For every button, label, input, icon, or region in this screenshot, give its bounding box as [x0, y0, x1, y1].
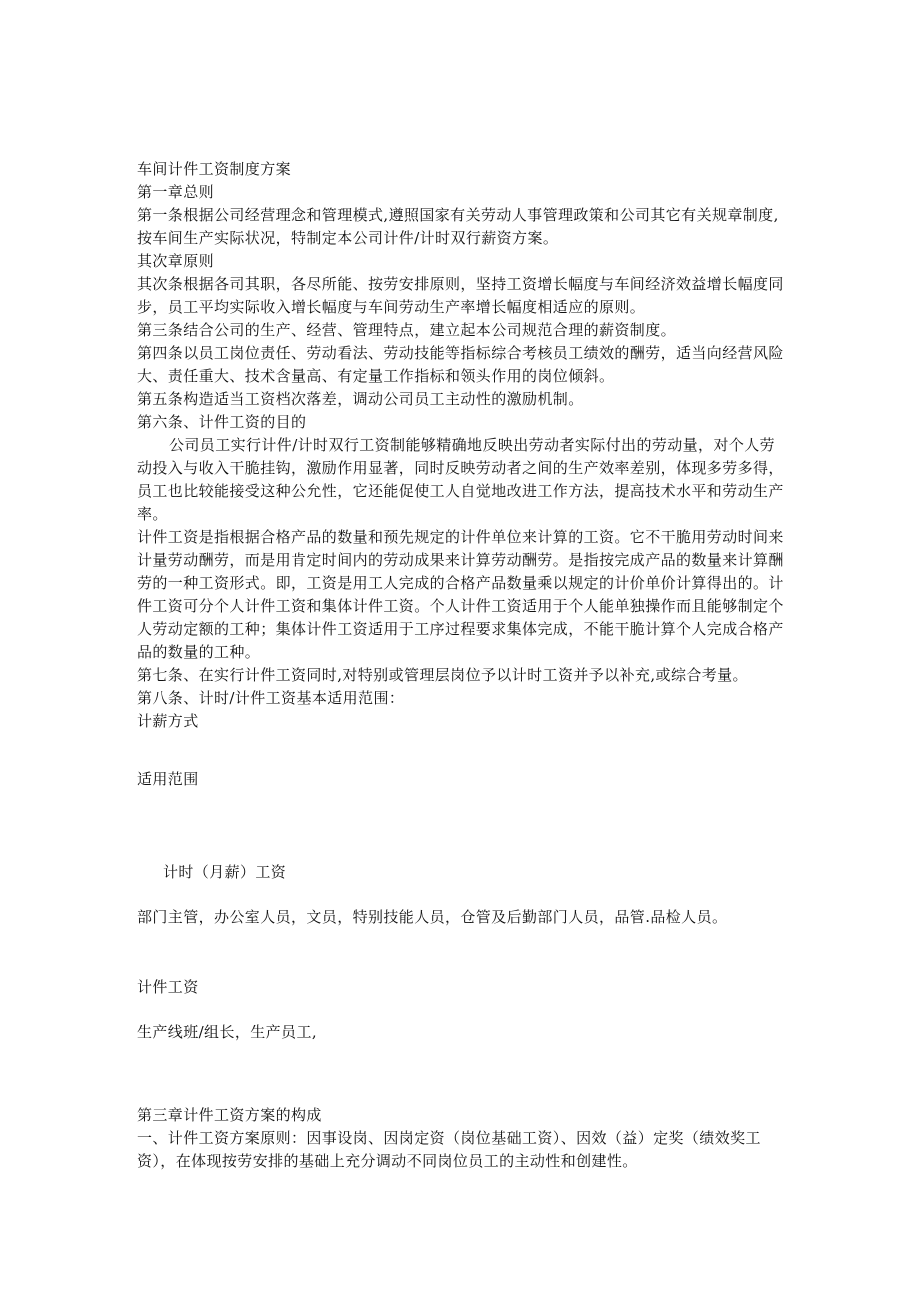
purpose-line-4: 率。 — [137, 505, 168, 523]
article-5: 第五条构造适当工资档次落差，调动公司员工主动性的激励机制。 — [137, 390, 584, 408]
article-1-line-1: 第一条根据公司经营理念和管理模式,遵照国家有关劳动人事管理政策和公司其它有关规章制度, — [137, 206, 779, 224]
article-4-line-2: 大、责任重大、技术含量高、有定量工作指标和领头作用的岗位倾斜。 — [137, 367, 615, 385]
principle-line-1: 一、计件工资方案原则：因事设岗、因岗定资（岗位基础工资）、因效（益）定奖（绩效奖工 — [137, 1129, 761, 1147]
table-row-2-method: 计件工资 — [137, 978, 199, 996]
table-row-2-scope: 生产线班/组长，生产员工, — [137, 1023, 318, 1041]
article-6-heading: 第六条、计件工资的目的 — [137, 413, 307, 431]
article-3: 第三条结合公司的生产、经营、管理特点，建立起本公司规范合理的薪资制度。 — [137, 321, 677, 339]
article-1-line-2: 按车间生产实际状况，特制定本公司计件/计时双行薪资方案。 — [137, 229, 559, 247]
table-header-method: 计薪方式 — [137, 712, 199, 730]
article-2-line-2: 步，员工平均实际收入增长幅度与车间劳动生产率增长幅度相适应的原则。 — [137, 298, 646, 316]
definition-line-4: 件工资可分个人计件工资和集体计件工资。个人计件工资适用于个人能单独操作而且能够制定个 — [137, 597, 784, 615]
purpose-line-2: 动投入与收入干脆挂钩，激励作用显著，同时反映劳动者之间的生产效率差别，体现多劳多得， — [137, 459, 784, 477]
article-2-line-1: 其次条根据各司其职，各尽所能、按劳安排原则，坚持工资增长幅度与车间经济效益增长幅度同 — [137, 275, 784, 293]
definition-line-6: 品的数量的工种。 — [137, 643, 261, 661]
table-header-scope: 适用范围 — [137, 770, 199, 788]
chapter-2-heading: 其次章原则 — [137, 252, 215, 270]
purpose-line-3: 员工也比较能接受这种公允性，它还能促使工人自觉地改进工作方法，提高技术水平和劳动生产 — [137, 482, 784, 500]
article-7: 第七条、在实行计件工资同时,对特别或管理层岗位予以计时工资并予以补充,或综合考量。 — [137, 666, 748, 684]
purpose-line-1: 公司员工实行计件/计时双行工资制能够精确地反映出劳动者实际付出的劳动量，对个人劳 — [169, 436, 776, 454]
table-row-1-method: 计时（月薪）工资 — [163, 863, 287, 881]
article-8-heading: 第八条、计时/计件工资基本适用范围： — [137, 689, 405, 707]
chapter-1-heading: 第一章总则 — [137, 183, 215, 201]
definition-line-1: 计件工资是指根据合格产品的数量和预先规定的计件单位来计算的工资。它不干脆用劳动时间来 — [137, 528, 784, 546]
document-title: 车间计件工资制度方案 — [137, 160, 292, 178]
chapter-3-heading: 第三章计件工资方案的构成 — [137, 1106, 322, 1124]
document-body — [137, 158, 787, 1173]
definition-line-3: 劳的一种工资形式。即，工资是用工人完成的合格产品数量乘以规定的计价单价计算得出的。计 — [137, 574, 784, 592]
table-row-1-scope: 部门主管，办公室人员，文员，特别技能人员，仓管及后勤部门人员，品管.品检人员。 — [137, 908, 728, 926]
definition-line-5: 人劳动定额的工种；集体计件工资适用于工序过程要求集体完成，不能干脆计算个人完成合格产 — [137, 620, 784, 638]
definition-line-2: 计量劳动酬劳，而是用肯定时间内的劳动成果来计算劳动酬劳。是指按完成产品的数量来计算酬 — [137, 551, 784, 569]
article-4-line-1: 第四条以员工岗位责任、劳动看法、劳动技能等指标综合考核员工绩效的酬劳，适当向经营风险 — [137, 344, 784, 362]
principle-line-2: 资），在体现按劳安排的基础上充分调动不同岗位员工的主动性和创建性。 — [137, 1152, 638, 1170]
